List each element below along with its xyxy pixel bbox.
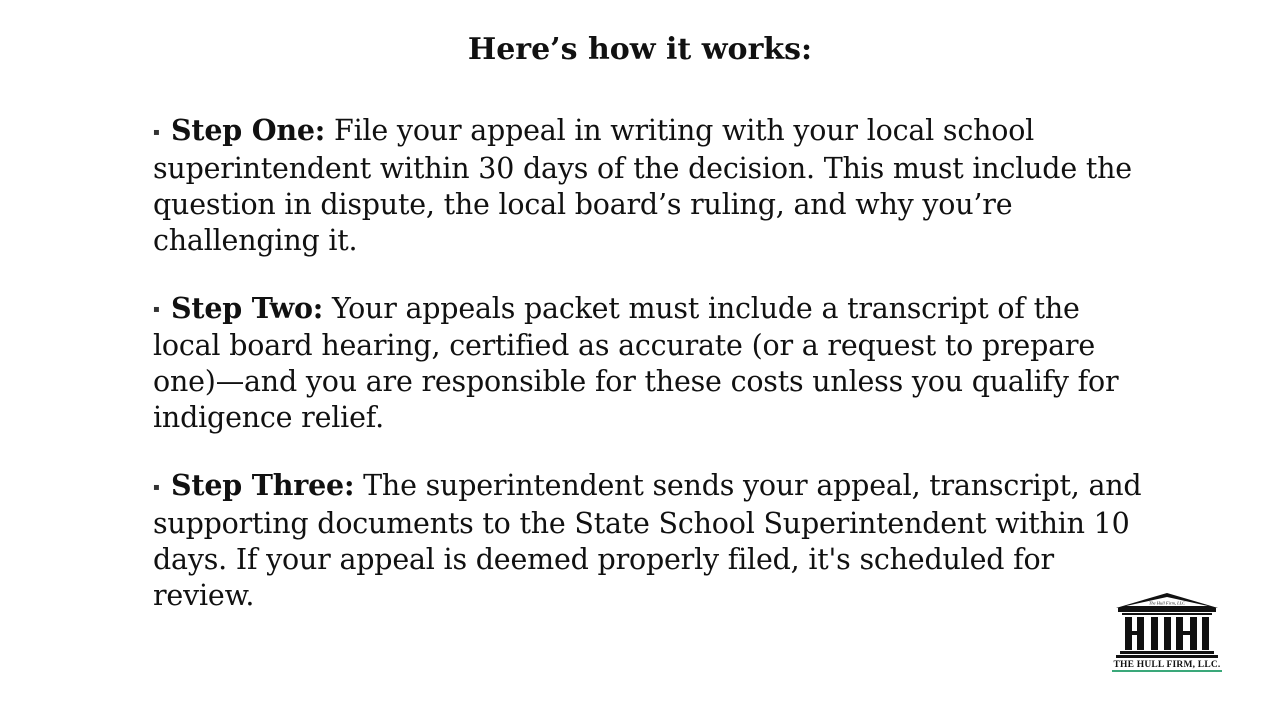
step-text: File your appeal in writing with your local school superintendent within 30 days of the decision. This must include the question in dispute, the local board’s ruling, and why you’re challenging it. — [153, 114, 1132, 257]
step-item-three — [153, 467, 1143, 614]
slide-title: Here’s how it works: — [467, 32, 813, 67]
step-item-two — [153, 290, 1143, 437]
step-text: The superintendent sends your appeal, transcript, and supporting documents to the State School Superintendent within 10 days. If your appeal is deemed properly filed, it's scheduled for review. — [153, 469, 1142, 612]
step-label: Step One: — [171, 113, 326, 147]
step-item-one — [153, 112, 1143, 259]
steps-list — [153, 112, 1143, 645]
step-text: Your appeals packet must include a transcript of the local board hearing, certified as accurate (or a request to prepare one)—and you are responsible for these costs unless you qualify for indigence relief. — [153, 291, 1119, 434]
bullet-icon: ▪ — [153, 304, 160, 315]
logo-caption: THE HULL FIRM, LLC. — [1113, 660, 1221, 670]
bullet-icon: ▪ — [153, 126, 160, 138]
pediment-text: The Hull Firm, LLC — [1148, 600, 1186, 606]
bullet-icon: ▪ — [153, 481, 160, 493]
step-label: Step Two: — [171, 290, 324, 325]
step-label: Step Three: — [171, 468, 355, 502]
